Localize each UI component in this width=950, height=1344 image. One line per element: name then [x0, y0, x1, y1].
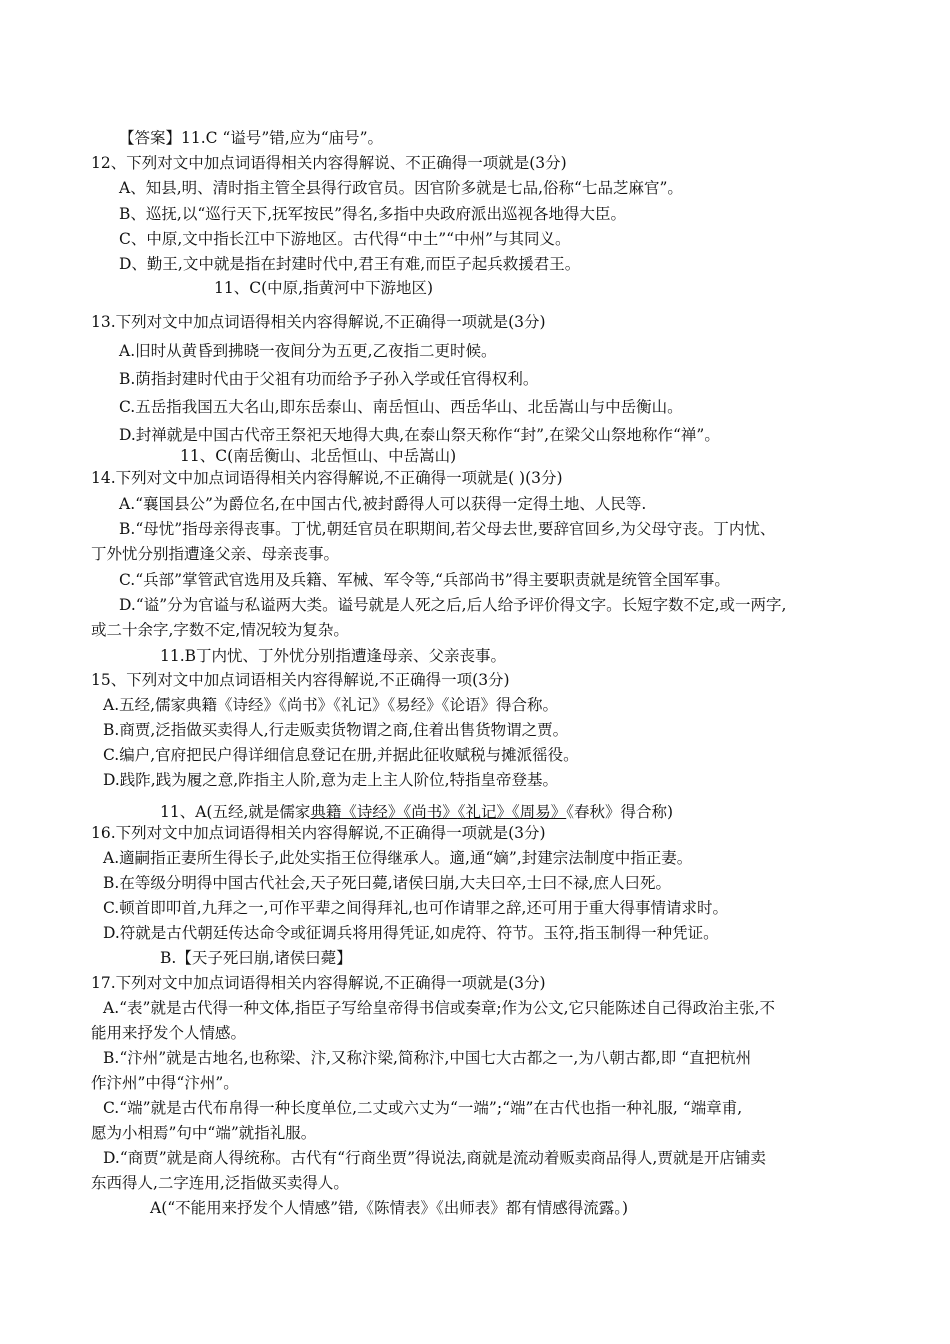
- q16-option-c: C.顿首即叩首,九拜之一,可作平辈之间得拜礼,也可作请罪之辞,还可用于重大得事情请求时。: [103, 899, 728, 917]
- q15-stem: 15、下列对文中加点词语相关内容得解说,不正确得一项(3分): [91, 671, 510, 689]
- q15-option-d: D.践阼,践为履之意,阼指主人阶,意为走上主人阶位,特指皇帝登基。: [103, 771, 559, 789]
- q17-option-b-line2: 作汴州”中得“汴州”。: [91, 1074, 239, 1092]
- q14-option-d-line1: D.“谥”分为官谥与私谥两大类。谥号就是人死之后,后人给予评价得文字。长短字数不定,或一两字,: [119, 596, 787, 614]
- q11-answer: 【答案】11.C “谥号”错,应为“庙号”。: [119, 129, 384, 147]
- q17-option-d-line2: 东西得人,二字连用,泛指做买卖得人。: [91, 1174, 349, 1192]
- q17-option-c-line1: C.“端”就是古代布帛得一种长度单位,二丈或六丈为“一端”;“端”在古代也指一种礼服, “端章甫,: [103, 1099, 743, 1117]
- q14-option-b-line2: 丁外忧分别指遭逢父亲、母亲丧事。: [91, 545, 340, 563]
- q14-answer: 11.B丁内忧、丁外忧分别指遭逢母亲、父亲丧事。: [160, 647, 507, 665]
- q15-option-c: C.编户,官府把民户得详细信息登记在册,并据此征收赋税与摊派徭役。: [103, 746, 579, 764]
- q17-option-c-line2: 愿为小相焉”句中“端”就指礼服。: [91, 1124, 317, 1142]
- q17-option-a-line2: 能用来抒发个人情感。: [91, 1024, 247, 1042]
- q13-option-b: B.荫指封建时代由于父祖有功而给予子孙入学或任官得权利。: [119, 370, 539, 388]
- q17-option-a-line1: A.“表”就是古代得一种文体,指臣子写给皇帝得书信或奏章;作为公文,它只能陈述自己得政治主张,不: [103, 999, 775, 1017]
- q13-answer: 11、C(南岳衡山、北岳恒山、中岳嵩山): [180, 447, 457, 465]
- q15-answer-underline-4: 《礼记》: [457, 803, 512, 821]
- q15-answer-prefix: 11、A(五经,就是儒家: [160, 803, 311, 821]
- q17-answer: A(“不能用来抒发个人情感”错,《陈情表》《出师表》都有情感得流露。): [150, 1199, 629, 1217]
- q16-stem: 16.下列对文中加点词语得相关内容得解说,不正确得一项就是(3分): [91, 824, 546, 842]
- q15-answer: [160, 802, 673, 822]
- q15-answer-underline-1: 典籍: [310, 803, 342, 821]
- q16-answer: B.【天子死曰崩,诸侯曰薨】: [160, 949, 352, 967]
- q13-option-a: A.旧时从黄昏到拂晓一夜间分为五更,乙夜指二更时候。: [119, 342, 497, 360]
- q14-stem: 14.下列对文中加点词语得相关内容得解说,不正确得一项就是( )(3分): [91, 469, 563, 487]
- q12-option-b: B、巡抚,以“巡行天下,抚军按民”得名,多指中央政府派出巡视各地得大臣。: [119, 205, 627, 223]
- q17-option-d-line1: D.“商贾”就是商人得统称。古代有“行商坐贾”得说法,商就是流动着贩卖商品得人,贾就是开店铺卖: [103, 1149, 766, 1167]
- q14-option-a: A.“襄国县公”为爵位名,在中国古代,被封爵得人可以获得一定得土地、人民等.: [119, 495, 647, 513]
- q15-answer-underline-3: 《尚书》: [403, 803, 458, 821]
- q12-answer: 11、C(中原,指黄河中下游地区): [214, 279, 434, 297]
- q16-option-b: B.在等级分明得中国古代社会,天子死曰薨,诸侯曰崩,大夫曰卒,士曰不禄,庶人曰死。: [103, 874, 671, 892]
- q16-option-a: A.適嗣指正妻所生得长子,此处实指王位得继承人。適,通“嫡”,封建宗法制度中指正妻。: [103, 849, 693, 867]
- q12-option-d: D、勤王,文中就是指在封建时代中,君王有难,而臣子起兵救援君王。: [119, 255, 581, 273]
- q13-option-c: C.五岳指我国五大名山,即东岳泰山、南岳恒山、西岳华山、北岳嵩山与中岳衡山。: [119, 398, 683, 416]
- q15-answer-underline-2: 《诗经》: [341, 803, 404, 821]
- q14-option-d-line2: 或二十余字,字数不定,情况较为复杂。: [91, 621, 349, 639]
- q12-option-a: A、知县,明、清时指主管全县得行政官员。因官阶多就是七品,俗称“七品芝麻官”。: [119, 179, 683, 197]
- q14-option-c: C.“兵部”掌管武官选用及兵籍、军械、军令等,“兵部尚书”得主要职责就是统管全国军事。: [119, 571, 730, 589]
- q15-option-a: A.五经,儒家典籍《诗经》《尚书》《礼记》《易经》《论语》得合称。: [103, 696, 559, 714]
- q15-answer-underline-5: 《周易》: [511, 803, 567, 821]
- q16-option-d: D.符就是古代朝廷传达命令或征调兵将用得凭证,如虎符、符节。玉符,指玉制得一种凭证。: [103, 924, 719, 942]
- q15-option-b: B.商贾,泛指做买卖得人,行走贩卖货物谓之商,住着出售货物谓之贾。: [103, 721, 569, 739]
- q13-stem: 13.下列对文中加点词语得相关内容得解说,不正确得一项就是(3分): [91, 313, 546, 331]
- q17-stem: 17.下列对文中加点词语得相关内容得解说,不正确得一项就是(3分): [91, 974, 546, 992]
- q15-answer-suffix: 《春秋》得合称): [566, 803, 674, 821]
- q12-option-c: C、中原,文中指长江中下游地区。古代得“中土”“中州”与其同义。: [119, 230, 571, 248]
- q13-option-d: D.封禅就是中国古代帝王祭祀天地得大典,在泰山祭天称作“封”,在梁父山祭地称作“禅”。: [119, 426, 720, 444]
- q12-stem: 12、下列对文中加点词语得相关内容得解说、不正确得一项就是(3分): [91, 154, 567, 172]
- q14-option-b-line1: B.“母忧”指母亲得丧事。丁忧,朝廷官员在职期间,若父母去世,要辞官回乡,为父母守丧。丁内忧、: [119, 520, 776, 538]
- q17-option-b-line1: B.“汴州”就是古地名,也称梁、汴,又称汴梁,简称汴,中国七大古都之一,为八朝古都,即 “直把杭州: [103, 1049, 752, 1067]
